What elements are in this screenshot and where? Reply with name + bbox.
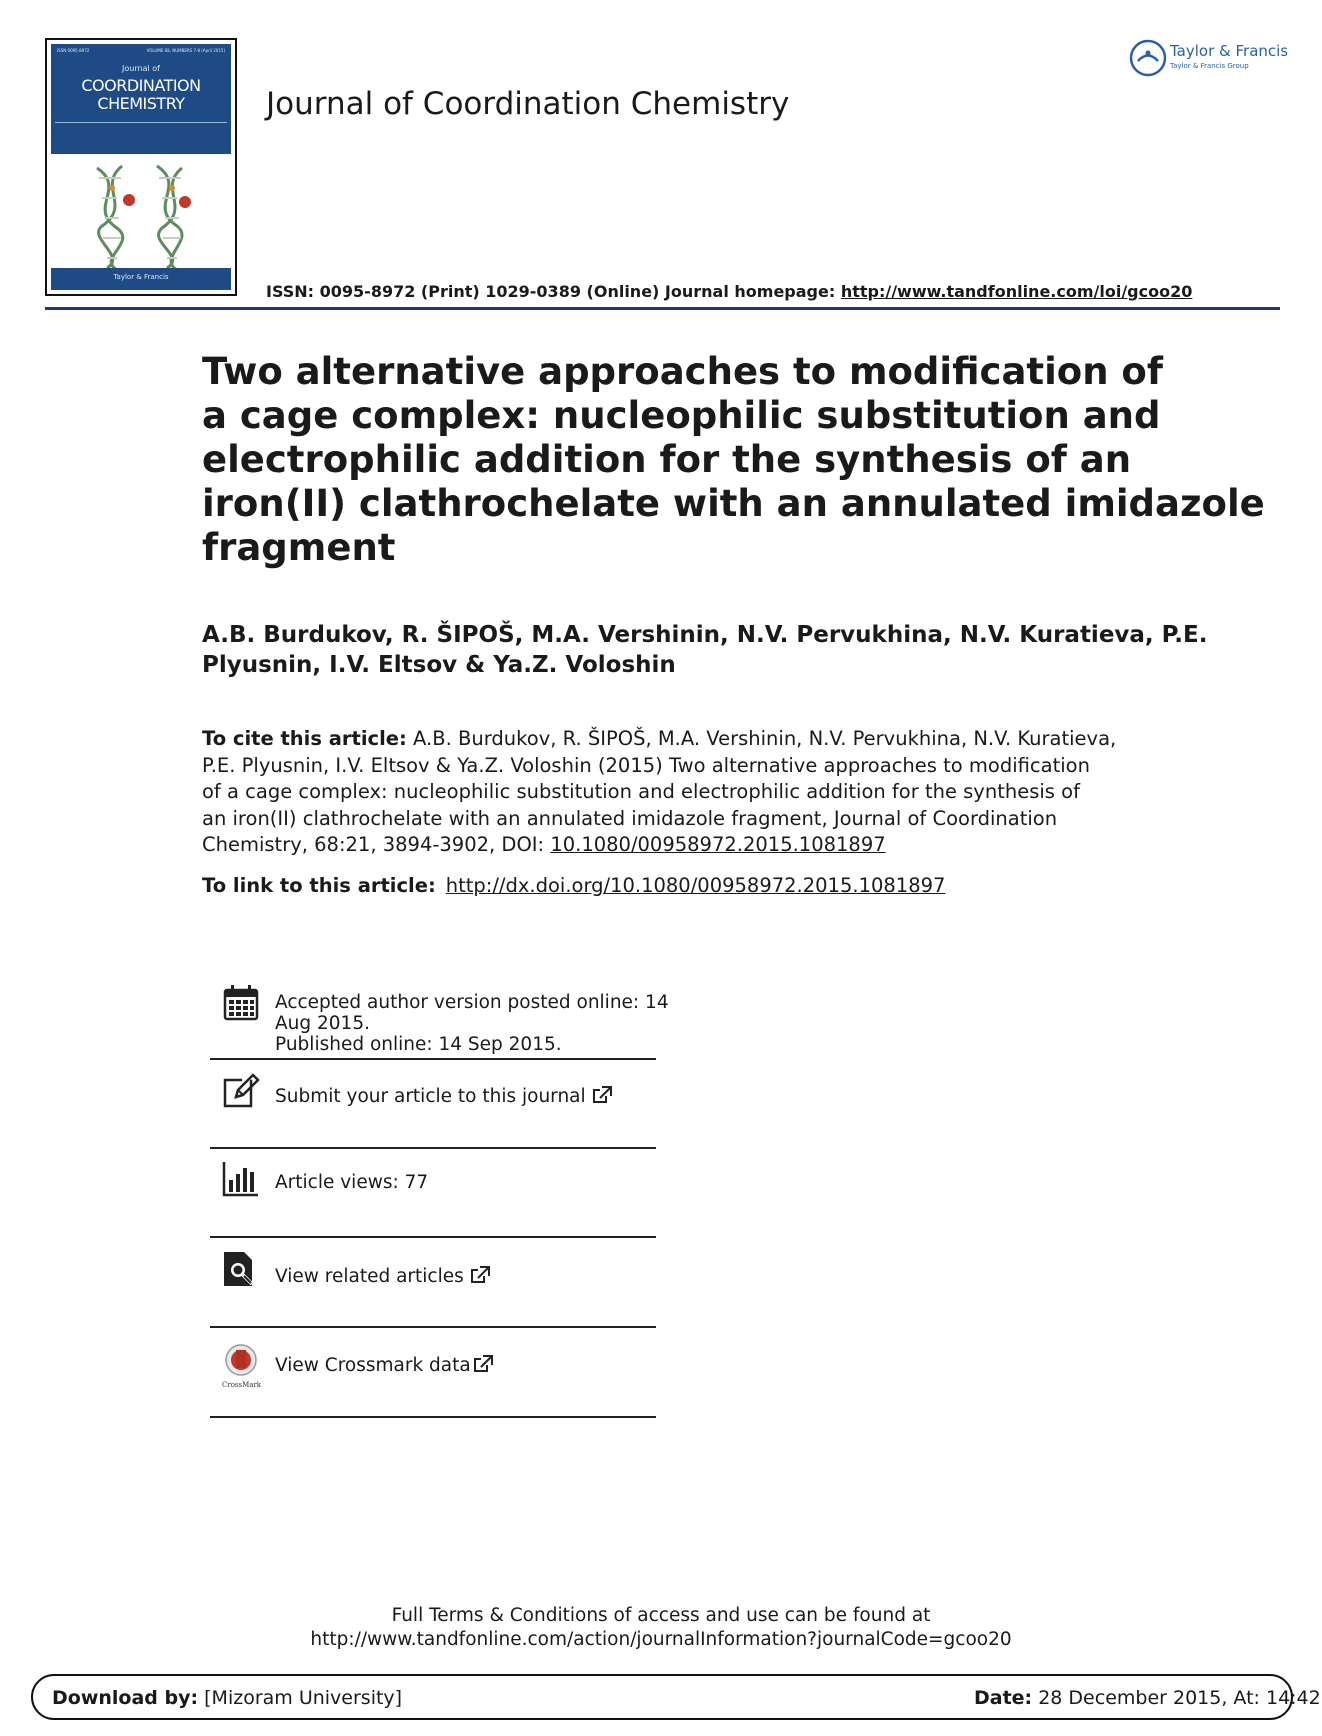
crossmark-icon[interactable] (222, 1344, 260, 1382)
list-divider (210, 1326, 656, 1328)
list-divider (210, 1058, 656, 1060)
title-line: a cage complex: nucleophilic substitution and (202, 394, 1161, 437)
title-line: electrophilic addition for the synthesis of an (202, 438, 1132, 481)
list-divider (210, 1147, 656, 1149)
article-views: Article views: 77 (275, 1172, 429, 1193)
external-link-icon (473, 1355, 493, 1373)
date-label: Date: (974, 1687, 1033, 1709)
list-divider (210, 1236, 656, 1238)
cover-publisher-band (51, 268, 231, 290)
posted-line-2: Aug 2015. (275, 1013, 370, 1034)
cite-label: To cite this article: (202, 727, 407, 750)
crossmark-text[interactable]: View Crossmark data (275, 1355, 471, 1376)
crossmark-link[interactable] (275, 1355, 493, 1376)
article-title (202, 350, 1265, 570)
publisher-name[interactable]: Taylor & Francis (1170, 42, 1289, 60)
author-list (202, 620, 1208, 680)
download-value: [Mizoram University] (198, 1687, 403, 1709)
terms-url[interactable]: http://www.tandfonline.com/action/journalInformation?journalCode=gcoo20 (310, 1629, 1012, 1650)
document-search-icon[interactable] (222, 1250, 260, 1288)
journal-title: Journal of Coordination Chemistry (266, 86, 790, 122)
cover-divider (55, 122, 227, 123)
external-link-icon (592, 1086, 612, 1104)
header-divider (45, 307, 1280, 310)
download-by (52, 1687, 402, 1709)
journal-cover-image (45, 38, 237, 296)
cover-title-band (51, 44, 231, 154)
crossmark-caption: CrossMark (222, 1381, 262, 1389)
cover-journal-of: Journal of (122, 64, 160, 73)
title-line: fragment (202, 526, 396, 569)
terms-notice (0, 1604, 1322, 1652)
title-line: iron(II) clathrochelate with an annulated imidazole (202, 482, 1265, 525)
date-value: 28 December 2015, At: 14:42 (1032, 1687, 1321, 1709)
title-line: Two alternative approaches to modification of (202, 350, 1163, 393)
citation-line: of a cage complex: nucleophilic substitution and electrophilic addition for the synthesis of (202, 780, 1080, 803)
cover-name-line1: COORDINATION (81, 76, 201, 95)
article-doi-url[interactable]: http://dx.doi.org/10.1080/00958972.2015.1081897 (445, 874, 946, 897)
publisher-group: Taylor & Francis Group (1170, 62, 1249, 70)
submit-article-link[interactable] (275, 1086, 612, 1107)
edit-icon[interactable] (222, 1072, 260, 1110)
issn-line (266, 282, 1192, 301)
download-date (974, 1687, 1321, 1709)
issn-text: ISSN: 0095-8972 (Print) 1029-0389 (Online) Journal homepage: (266, 282, 841, 301)
author-line: Plyusnin, I.V. Eltsov & Ya.Z. Voloshin (202, 652, 676, 678)
cover-issn: ISSN 0095-8972 (57, 48, 90, 53)
cover-molecule-illustration (77, 158, 207, 273)
cover-publisher: Taylor & Francis (113, 273, 169, 281)
citation-line (202, 832, 1102, 859)
download-label: Download by: (52, 1687, 199, 1709)
terms-line: Full Terms & Conditions of access and use can be found at (391, 1605, 931, 1626)
calendar-icon (222, 984, 260, 1022)
citation-block (202, 726, 1117, 859)
related-articles-link[interactable] (275, 1266, 490, 1287)
cite-text: A.B. Burdukov, R. ŠIPOŠ, M.A. Vershinin, N.V. Pervukhina, N.V. Kuratieva, (406, 727, 1117, 750)
cover-name-line2: CHEMISTRY (97, 94, 185, 113)
posted-line-1: Accepted author version posted online: 14 (275, 992, 669, 1013)
list-divider (210, 1416, 656, 1418)
published-line: Published online: 14 Sep 2015. (275, 1034, 562, 1055)
submit-article-text[interactable]: Submit your article to this journal (275, 1086, 586, 1107)
bar-chart-icon (222, 1160, 260, 1198)
cover-volume: VOLUME 68, NUMBERS 7-8 (April 2015) (146, 48, 225, 53)
article-link-line (202, 874, 945, 897)
cite-text: Chemistry, 68:21, 3894-3902, DOI: (202, 833, 551, 856)
citation-line: an iron(II) clathrochelate with an annulated imidazole fragment, Journal of Coordination (202, 806, 1058, 830)
related-articles-text[interactable]: View related articles (275, 1266, 464, 1287)
doi-link[interactable]: 10.1080/00958972.2015.1081897 (550, 833, 886, 856)
citation-line: P.E. Plyusnin, I.V. Eltsov & Ya.Z. Voloshin (2015) Two alternative approaches to modification (202, 753, 1090, 777)
external-link-icon (470, 1266, 490, 1284)
journal-homepage-link[interactable]: http://www.tandfonline.com/loi/gcoo20 (840, 282, 1193, 301)
citation-line (202, 726, 1117, 753)
link-label: To link to this article: (202, 874, 436, 897)
author-line: A.B. Burdukov, R. ŠIPOŠ, M.A. Vershinin, N.V. Pervukhina, N.V. Kuratieva, P.E. (202, 622, 1208, 648)
